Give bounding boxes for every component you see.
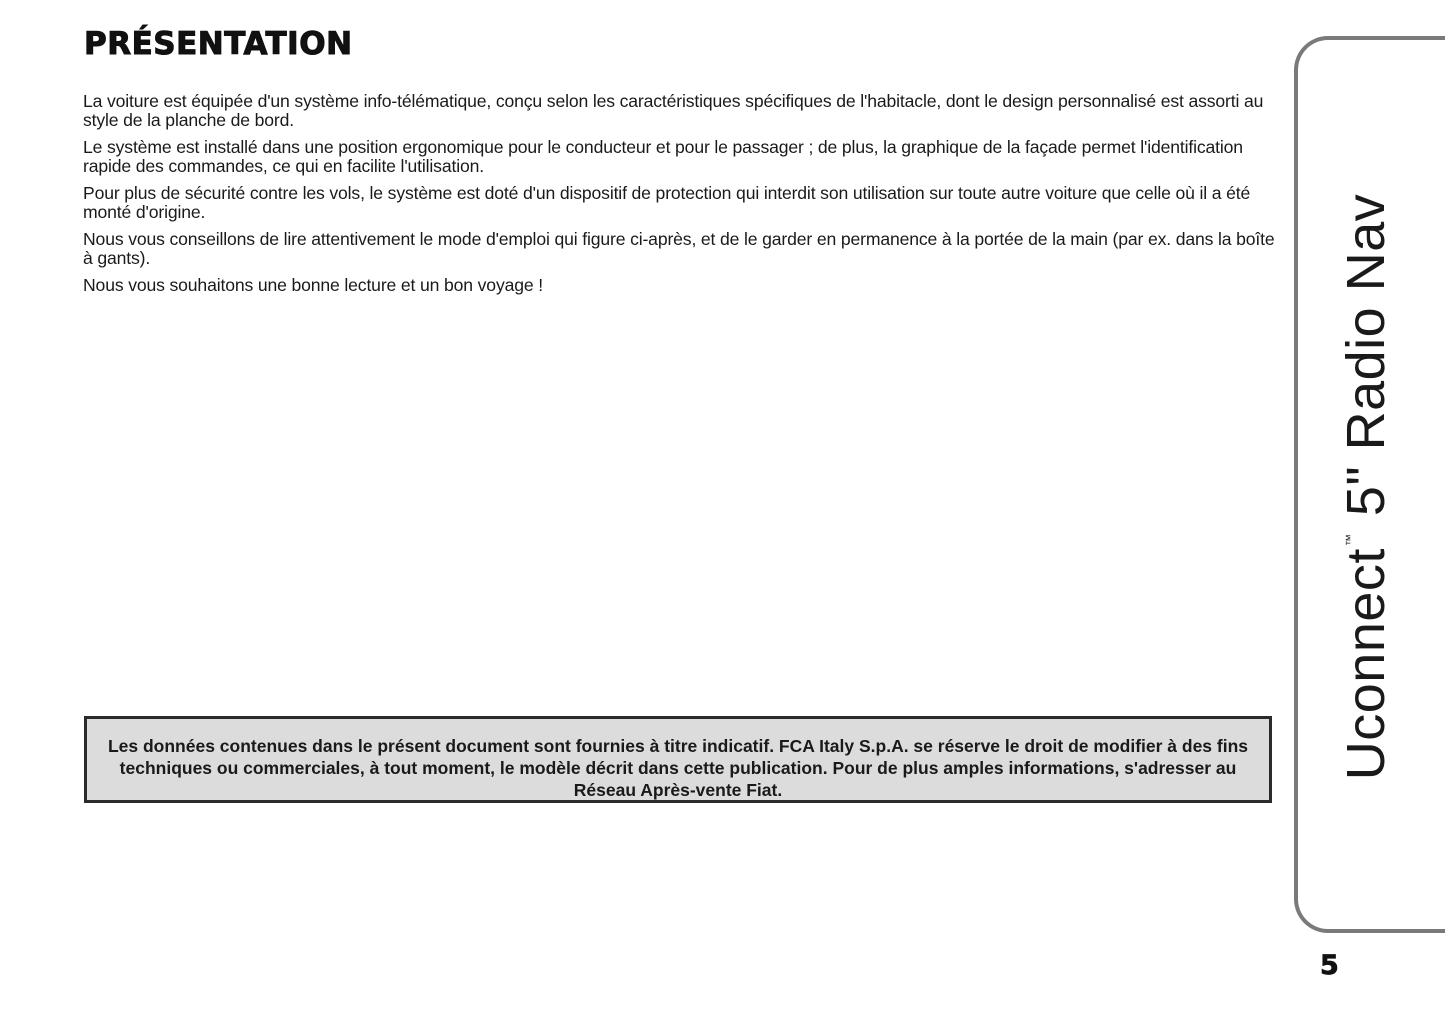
paragraph-3: Pour plus de sécurité contre les vols, le système est doté d'un dispositif de protection qui interdit son utilisation sur toute autre voiture que celle où il a été monté d'origine.: [83, 183, 1251, 222]
chapter-title: [1335, 194, 1397, 780]
paragraph-2: Le système est installé dans une position ergonomique pour le conducteur et pour le passager ; de plus, la graphique de la façade permet l'identification rapide des commandes, ce qui en facilite l'utilisation.: [83, 137, 1243, 176]
paragraph-4: Nous vous conseillons de lire attentivement le mode d'emploi qui figure ci-après, et de le garder en permanence à la portée de la main (par ex. dans la boîte à gants).: [83, 229, 1275, 268]
disclaimer-box: [84, 716, 1272, 803]
paragraph-1: La voiture est équipée d'un système info-télématique, conçu selon les caractéristiques spécifiques de l'habitacle, dont le design personnalisé est assorti au style de la planche de bord.: [83, 91, 1264, 130]
chapter-brand: Uconnect: [1336, 548, 1396, 781]
trademark-mark: ™: [1343, 533, 1357, 547]
chapter-model: 5" Radio Nav: [1336, 193, 1396, 517]
page-number: 5: [1320, 950, 1339, 981]
disclaimer-text: Les données contenues dans le présent document sont fournies à titre indicatif. FCA Italy S.p.A. se réserve le droit de modifier à des fins techniques ou commerciales, à tout moment, le modèle décrit dans cette publication. Pour de plus amples informations, s'adresser au Réseau Après-vente Fiat.: [107, 736, 1249, 800]
paragraph-5: Nous vous souhaitons une bonne lecture et un bon voyage !: [83, 275, 543, 295]
page-title: PRÉSENTATION: [84, 26, 353, 62]
intro-text: [83, 92, 1278, 303]
